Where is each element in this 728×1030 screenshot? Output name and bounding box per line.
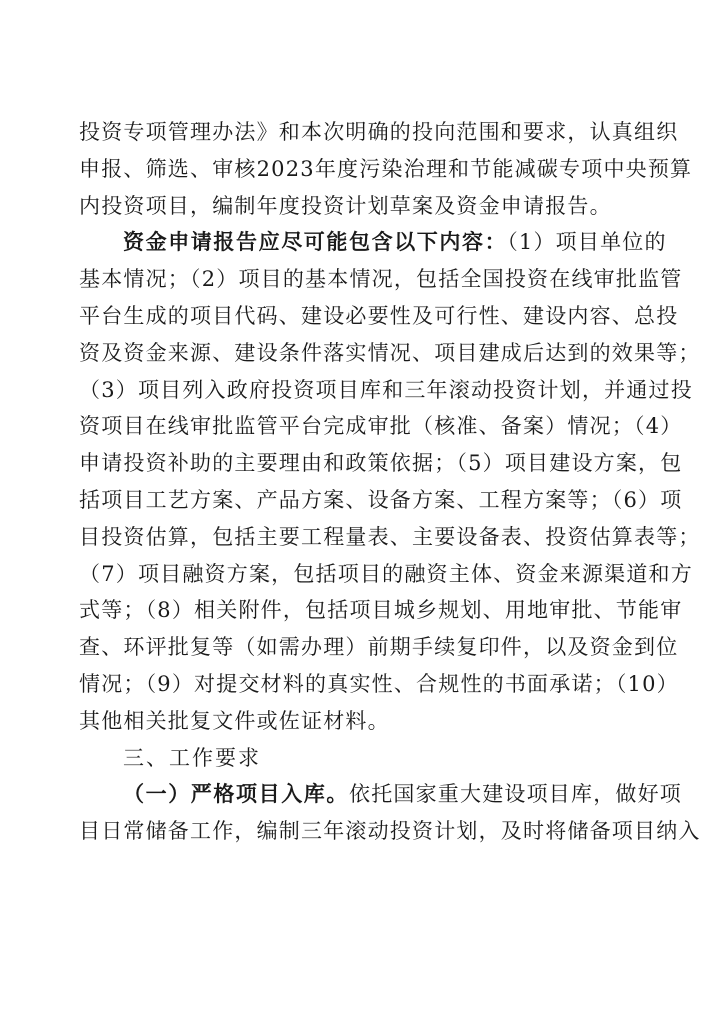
paragraph-funding-report-contents — [79, 224, 701, 739]
text-line: 情况；（9）对提交材料的真实性、合规性的书面承诺；（10） — [79, 671, 679, 696]
paragraph-work-requirements — [79, 776, 701, 850]
text-line: 平台生成的项目代码、建设必要性及可行性、建设内容、总投 — [79, 303, 679, 328]
bold-lead-text: 资金申请报告应尽可能包含以下内容： — [123, 230, 508, 255]
text-line: 括项目工艺方案、产品方案、设备方案、工程方案等；（6）项 — [79, 487, 683, 512]
text-line: 申报、筛选、审核2023年度污染治理和节能减碳专项中央预算 — [79, 156, 693, 181]
lead-rest-text: （1）项目单位的 — [507, 230, 667, 255]
text-line: （7）项目融资方案，包括项目的融资主体、资金来源渠道和方 — [79, 561, 693, 586]
bold-lead-text: （一）严格项目入库。 — [123, 782, 349, 807]
text-line: 查、环评批复等（如需办理）前期手续复印件，以及资金到位 — [79, 635, 679, 660]
text-line: （3）项目列入政府投资项目库和三年滚动投资计划，并通过投 — [79, 377, 693, 402]
text-line: 内投资项目，编制年度投资计划草案及资金申请报告。 — [79, 193, 612, 218]
text-line: 目日常储备工作，编制三年滚动投资计划，及时将储备项目纳入 — [79, 819, 701, 844]
lead-rest-text: 依托国家重大建设项目库，做好项 — [349, 782, 682, 807]
text-line — [79, 776, 682, 813]
text-line: 式等；（8）相关附件，包括项目城乡规划、用地审批、节能审 — [79, 598, 683, 623]
text-line: 资项目在线审批监管平台完成审批（核准、备案）情况；（4） — [79, 414, 683, 439]
text-line: 资及资金来源、建设条件落实情况、项目建成后达到的效果等； — [79, 340, 701, 365]
text-line: 投资专项管理办法》和本次明确的投向范围和要求，认真组织 — [79, 120, 679, 144]
text-line: 目投资估算，包括主要工程量表、主要设备表、投资估算表等； — [79, 524, 701, 549]
text-line — [79, 224, 667, 261]
text-line: 申请投资补助的主要理由和政策依据；（5）项目建设方案，包 — [79, 451, 683, 476]
document-body — [79, 114, 701, 850]
text-line: 基本情况；（2）项目的基本情况，包括全国投资在线审批监管 — [79, 267, 683, 292]
text-line: 其他相关批复文件或佐证材料。 — [79, 708, 390, 733]
paragraph-continuation — [79, 114, 693, 224]
section-heading: 三、工作要求 — [123, 745, 261, 770]
